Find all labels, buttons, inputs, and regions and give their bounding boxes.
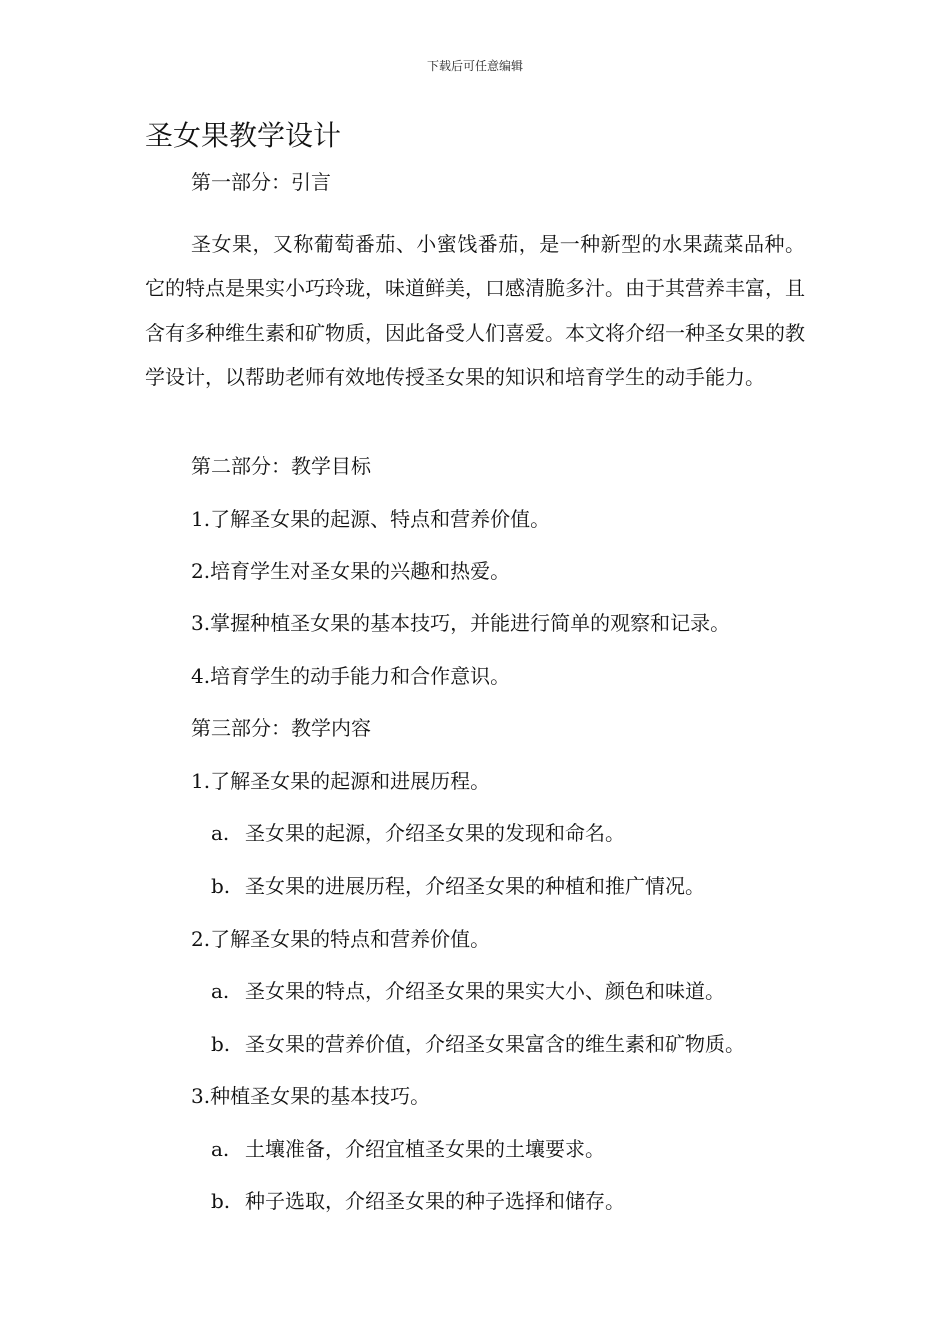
intro-heading: 第一部分：引言 <box>191 170 331 194</box>
subitem-marker: a. <box>211 1137 230 1161</box>
subitem-text: 土壤准备，介绍宜植圣女果的土壤要求。 <box>245 1137 605 1161</box>
content-subitem <box>211 1187 625 1215</box>
subitem-marker: a. <box>211 821 230 845</box>
content-subitem <box>211 1135 605 1163</box>
goal-item: 2.培育学生对圣女果的兴趣和热爱。 <box>191 559 511 583</box>
content-subitem <box>211 819 625 847</box>
content-item: 1.了解圣女果的起源和进展历程。 <box>191 769 491 793</box>
subitem-marker: b. <box>211 1189 231 1213</box>
subitem-text: 圣女果的进展历程，介绍圣女果的种植和推广情况。 <box>245 874 705 898</box>
document-title: 圣女果教学设计 <box>145 119 342 152</box>
goal-item: 1.了解圣女果的起源、特点和营养价值。 <box>191 507 551 531</box>
content-heading: 第三部分：教学内容 <box>191 716 371 740</box>
content-subitem <box>211 977 725 1005</box>
content-item: 2.了解圣女果的特点和营养价值。 <box>191 927 491 951</box>
content-subitem <box>211 872 705 900</box>
subitem-marker: b. <box>211 1032 231 1056</box>
content-subitem <box>211 1030 745 1058</box>
goals-heading: 第二部分：教学目标 <box>191 454 371 478</box>
intro-paragraph: 圣女果，又称葡萄番茄、小蜜饯番茄，是一种新型的水果蔬菜品种。它的特点是果实小巧玲珑，味道鲜美，口感清脆多汁。由于其营养丰富，且含有多种维生素和矿物质，因此备受人们喜爱。本文将介绍一种圣女果的教学设计，以帮助老师有效地传授圣女果的知识和培育学生的动手能力。 <box>145 232 805 389</box>
subitem-text: 种子选取，介绍圣女果的种子选择和储存。 <box>245 1189 625 1213</box>
subitem-text: 圣女果的起源，介绍圣女果的发现和命名。 <box>245 821 625 845</box>
subitem-text: 圣女果的营养价值，介绍圣女果富含的维生素和矿物质。 <box>245 1032 745 1056</box>
subitem-marker: a. <box>211 979 230 1003</box>
subitem-text: 圣女果的特点，介绍圣女果的果实大小、颜色和味道。 <box>245 979 725 1003</box>
content-item: 3.种植圣女果的基本技巧。 <box>191 1084 431 1108</box>
header-note: 下载后可任意编辑 <box>426 59 523 73</box>
goal-item: 3.掌握种植圣女果的基本技巧，并能进行简单的观察和记录。 <box>191 611 731 635</box>
goal-item: 4.培育学生的动手能力和合作意识。 <box>191 664 511 688</box>
subitem-marker: b. <box>211 874 231 898</box>
